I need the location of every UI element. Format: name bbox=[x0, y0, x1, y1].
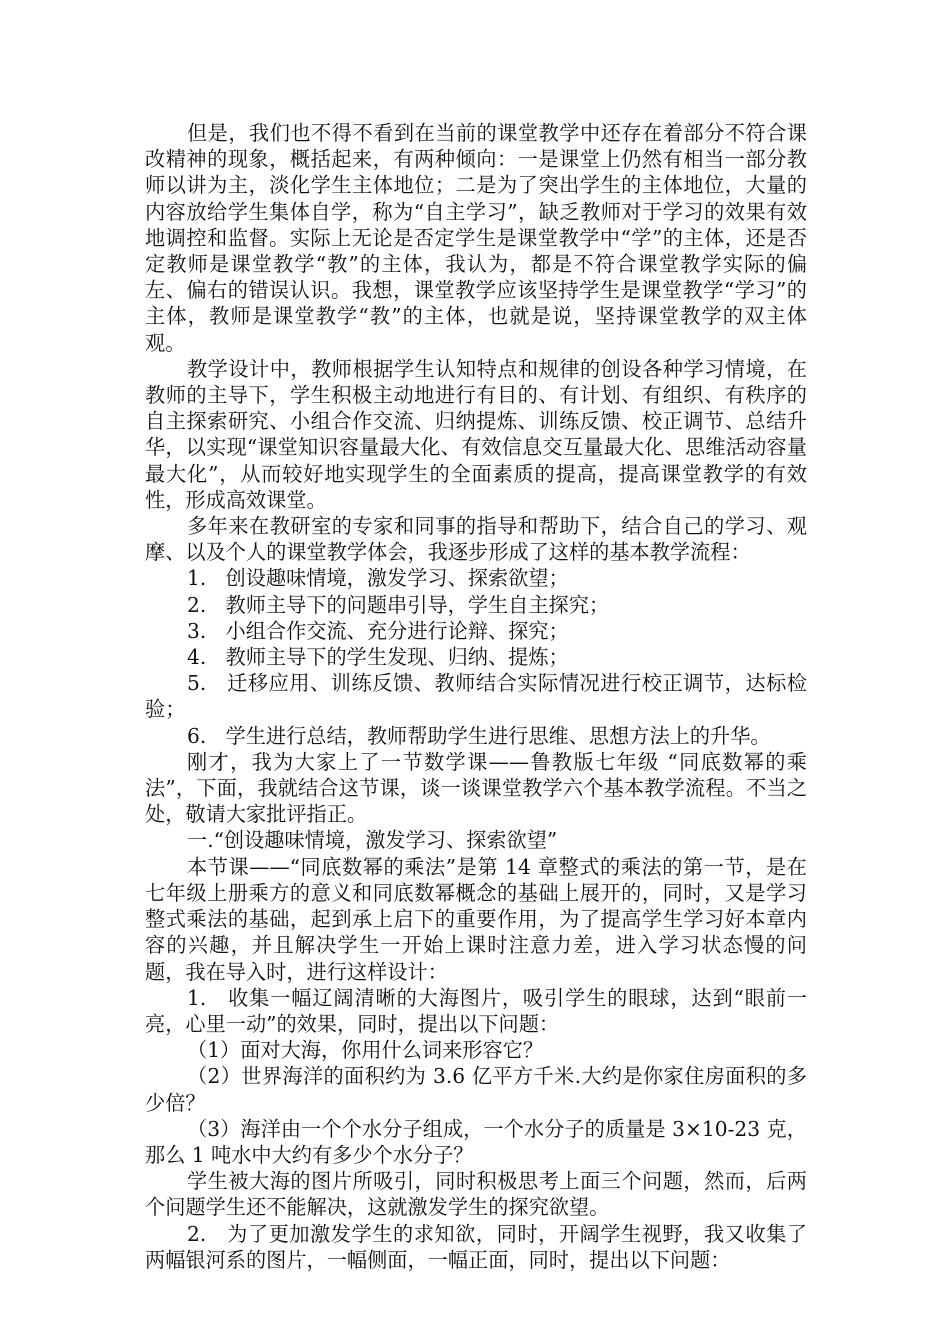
process-step-2: 2. 教师主导下的问题串引导，学生自主探究； bbox=[187, 592, 610, 617]
question-2: （2）世界海洋的面积约为 3.6 亿平方千米.大约是你家住房面积的多少倍？ bbox=[145, 1064, 807, 1115]
paragraph-current-problems: 但是，我们也不得不看到在当前的课堂教学中还存在着部分不符合课改精神的现象，概括起来，有两种倾向：一是课堂上仍然有相当一部分教师以讲为主，淡化学生主体地位；二是为了突出学生的主体地位，大量的内容放给学生集体自学，称为“自主学习”，缺乏教师对于学习的效果有效地调控和监督。实际上无论是否定学生是课堂教学中“学”的主体，还是否定教师是课堂教学“教”的主体，我认为，都是不符合课堂教学实际的偏左、偏右的错误认识。我想，课堂教学应该坚持学生是课堂教学“学习”的主体，教师是课堂教学“教”的主体，也就是说，坚持课堂教学的双主体观。 bbox=[145, 121, 807, 355]
design-item-2: 2. 为了更加激发学生的求知欲，同时，开阔学生视野，我又收集了两幅银河系的图片，一幅侧面，一幅正面，同时，提出以下问题： bbox=[145, 1221, 807, 1272]
process-step-6: 6. 学生进行总结，教师帮助学生进行思维、思想方法上的升华。 bbox=[187, 723, 771, 748]
question-1: （1）面对大海，你用什么词来形容它？ bbox=[187, 1038, 544, 1063]
process-step-5: 5. 迁移应用、训练反馈、教师结合实际情况进行校正调节，达标检验； bbox=[145, 671, 807, 722]
design-item-1: 1. 收集一幅辽阔清晰的大海图片，吸引学生的眼球，达到“眼前一亮，心里一动”的效果，同时，提出以下问题： bbox=[145, 985, 807, 1036]
question-3: （3）海洋由一个个水分子组成，一个水分子的质量是 3×10-23 克，那么 1 吨水中大约有多少个水分子？ bbox=[145, 1116, 807, 1167]
process-step-4: 4. 教师主导下的学生发现、归纳、提炼； bbox=[187, 645, 569, 670]
paragraph-student-response: 学生被大海的图片所吸引，同时积极思考上面三个问题，然而，后两个问题学生还不能解决，这就激发学生的探究欲望。 bbox=[145, 1169, 807, 1220]
process-step-3: 3. 小组合作交流、充分进行论辩、探究； bbox=[187, 618, 569, 643]
process-step-1: 1. 创设趣味情境，激发学习、探索欲望； bbox=[187, 566, 569, 591]
paragraph-teaching-design: 教学设计中，教师根据学生认知特点和规律的创设各种学习情境，在教师的主导下，学生积极主动地进行有目的、有计划、有组织、有秩序的自主探索研究、小组合作交流、归纳提炼、训练反馈、校正调节、总结升华，以实现“课堂知识容量最大化、有效信息交互量最大化、思维活动容量最大化”，从而较好地实现学生的全面素质的提高，提高课堂教学的有效性，形成高效课堂。 bbox=[145, 356, 807, 512]
section-heading-1: 一.“创设趣味情境，激发学习、探索欲望” bbox=[187, 828, 558, 853]
paragraph-lesson-context: 本节课——“同底数幂的乘法”是第 14 章整式的乘法的第一节，是在七年级上册乘方的意义和同底数幂概念的基础上展开的，同时，又是学习整式乘法的基础，起到承上启下的重要作用，为了提高学生学习好本章内容的兴趣，并且解决学生一开始上课时注意力差，进入学习状态慢的问题，我在导入时，进行这样设计： bbox=[145, 854, 807, 984]
paragraph-lesson-intro: 刚才，我为大家上了一节数学课——鲁教版七年级 “同底数幂的乘法”，下面，我就结合这节课，谈一谈课堂教学六个基本教学流程。不当之处，敬请大家批评指正。 bbox=[145, 749, 807, 827]
document-page bbox=[145, 120, 807, 1273]
paragraph-teaching-process-intro: 多年来在教研室的专家和同事的指导和帮助下，结合自己的学习、观摩、以及个人的课堂教学体会，我逐步形成了这样的基本教学流程： bbox=[145, 514, 807, 565]
